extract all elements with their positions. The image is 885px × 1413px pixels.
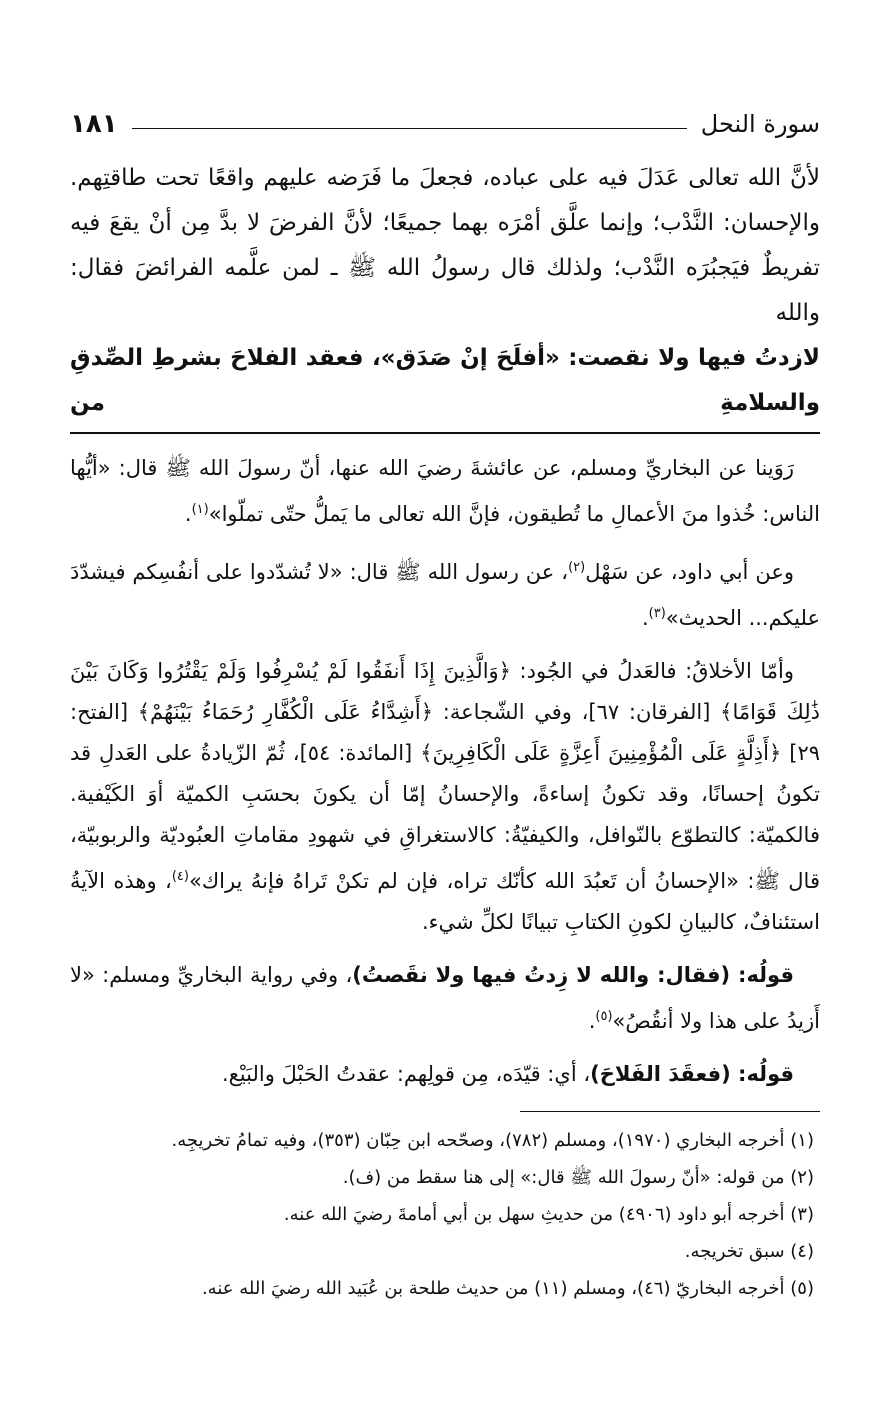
footnote: (٢) من قوله: «أنّ رسولَ الله ﷺ قال:» إلى هنا سقط من (ف). (342, 1167, 814, 1188)
commentary-text: ، وفي رواية البخاريِّ ومسلم: «لا أَزيدُ على هذا ولا أنقُصُ» (70, 963, 820, 1033)
footnote: (٣) أخرجه أبو داود (٤٩٠٦) من حديثِ سهل بن أبي أمامةَ رضيَ الله عنه. (283, 1204, 814, 1225)
commentary-text: وأمّا الأخلاقُ: فالعَدلُ في الجُود: ﴿وَالَّذِينَ إِذَا أَنفَقُوا لَمْ يُسْرِفُوا وَلَمْ يَقْتُرُوا وَكَانَ بَيْنَ ذَٰلِكَ قَوَامًا﴾ [الفرقان: ٦٧]، وفي الشّجاعة: ﴿أَشِدَّاءُ عَلَى الْكُفَّارِ رُحَمَاءُ بَيْنَهُمْ﴾ [الفتح: ٢٩] ﴿أَذِلَّةٍ عَلَى الْمُؤْمِنِينَ أَعِزَّةٍ عَلَى الْكَافِرِينَ﴾ [المائدة: ٥٤]، ثُمّ الزّيادةُ على العَدلِ قد تكونُ إحسانًا، وقد تكونُ إساءةً، والإحسانُ إمّا أن يكونَ بحسَبِ الكميّة أوَ الكَيْفية. فالكميّة: كالتطوّع بالنّوافل، والكيفيّةُ: كالاستغراقِ في شهودِ مقاماتِ العبُوديّة والربوبيّة، قال ﷺ: «الإحسانُ أن تَعبُدَ الله كأنّك تراه، فإن لم تكنْ تَراهُ فإنهُ يراك» (70, 659, 820, 893)
commentary-text: ، عن رسول الله ﷺ قال: «لا تُشدّدوا على أنفُسِكم فيشدّدَ عليكم... الحديث» (70, 560, 820, 630)
main-text-line: والإحسان: النَّدْب؛ وإنما علَّق أمْرَه بهما جميعًا؛ لأنَّ الفرضَ لا بدَّ مِن أنْ يقعَ فيه (70, 210, 820, 236)
footnote: (٤) سبق تخريجه. (684, 1241, 814, 1262)
commentary-paragraph: وعن أبي داود، عن سَهْل$^{(٢)}$، عن رسول الله ﷺ قال: «لا تُشدّدوا على أنفُسِكم فيشدّدَ عليكم... الحديث»$^{(٣)}$. (70, 560, 820, 630)
commentary-text: وعن أبي داود، عن سَهْل (585, 560, 794, 584)
quote-lead: قولُه: (فعقَدَ الفَلاحَ) (590, 1062, 794, 1086)
page-number: ١٨١ (70, 109, 118, 139)
commentary-text: ، وهذه الآيةُ استئنافٌ، كالبيانِ لكونِ الكتابِ تبيانًا لكلِّ شيء. (70, 869, 820, 934)
quote-lead: قولُه: (فقال: والله لا زِدتُ فيها ولا نقَصتُ) (352, 963, 794, 987)
commentary-text: رَوَينا عن البخاريِّ ومسلم، عن عائشةَ رضيَ الله عنها، أنّ رسولَ الله ﷺ قال: «أيُّها الناس: خُذوا منَ الأعمالِ ما تُطيقون، فإنَّ الله تعالى ما يَملُّ حتّى تملّوا» (70, 456, 820, 526)
commentary-paragraph (70, 651, 820, 943)
footnote-rule (520, 1111, 820, 1112)
surah-title: سورة النحل (700, 110, 820, 138)
footnote-ref: (٢) (568, 560, 586, 575)
main-text-line: لازدتُ فيها ولا نقصت: «أفلَحَ إنْ صَدَق»، فعقد الفلاحَ بشرطِ الصِّدقِ والسلامةِ من (70, 345, 820, 416)
main-text-block (70, 156, 820, 434)
footnotes (70, 1122, 820, 1307)
footnote-ref: (٥) (595, 1009, 613, 1024)
page (70, 100, 820, 1307)
main-text-line: تفريطٌ فيَجبُرَه النَّدْب؛ ولذلك قال رسولُ الله ﷺ ـ لمن علَّمه الفرائضَ فقال: والله (70, 255, 820, 326)
footnote-ref: (١) (191, 502, 209, 517)
page-header (70, 100, 820, 148)
footnote-ref: (٤) (171, 869, 189, 884)
footnote: (١) أخرجه البخاري (١٩٧٠)، ومسلم (٧٨٢)، وصحّحه ابن حِبّان (٣٥٣)، وفيه تمامُ تخريجِه. (171, 1130, 814, 1151)
footnote: (٥) أخرجه البخاريّ (٤٦)، ومسلم (١١) من حديث طلحة بن عُبَيد الله رضيَ الله عنه. (201, 1278, 814, 1299)
footnote-ref: (٣) (648, 606, 666, 621)
commentary-text: ، أي: قيّدَه، مِن قولِهم: عقدتُ الحَبْلَ والبَيْع. (221, 1062, 591, 1086)
commentary-paragraph (70, 1054, 820, 1095)
commentary-paragraph: قولُه: (فقال: والله لا زِدتُ فيها ولا نقَصتُ)، وفي رواية البخاريِّ ومسلم: «لا أَزيدُ على هذا ولا أنقُصُ»$^{(٥)}$. (70, 963, 820, 1033)
header-rule (132, 128, 687, 129)
main-text-line: لأنَّ الله تعالى عَدَلَ فيه على عباده، فجعلَ ما فَرَضه عليهم واقعًا تحت طاقتِهم. (70, 165, 820, 191)
commentary (70, 448, 820, 1095)
commentary-paragraph: رَوَينا عن البخاريِّ ومسلم، عن عائشةَ رضيَ الله عنها، أنّ رسولَ الله ﷺ قال: «أيُّها الناس: خُذوا منَ الأعمالِ ما تُطيقون، فإنَّ الله تعالى ما يَملُّ حتّى تملّوا»$^{(١)}$. (70, 456, 820, 526)
